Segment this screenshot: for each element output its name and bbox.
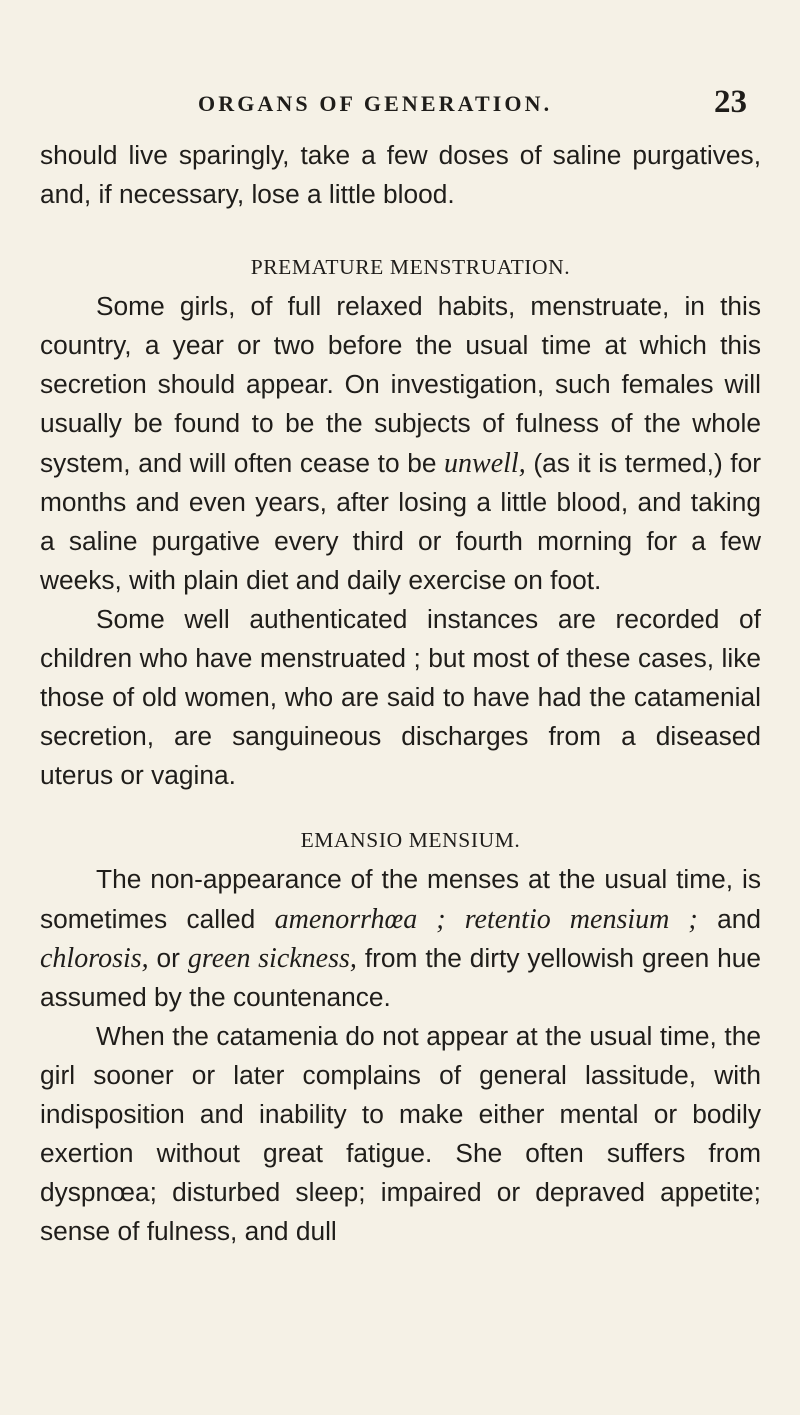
page-number: 23 — [714, 84, 747, 120]
paragraph: Some girls, of full relaxed habits, menstruate, in this country, a year or two before the usual time at which this secretion should appear. On investigation, such females will usually be found to be the subjects of fulness of the whole system, and will often cease to be unwell, (as it is termed,) for months and even years, after losing a little blood, and taking a saline purgative every third or fourth morning for a few weeks, with plain diet and daily exercise on foot. — [40, 291, 761, 595]
italic-term: unwell, — [444, 447, 526, 479]
running-title: ORGANS OF GENERATION. — [198, 91, 553, 116]
paragraph: Some well authenticated instances are recorded of children who have menstruated ; but most of these cases, like those of old women, who are said to have had the catamenial secretion, are sanguineous discharges from a diseased uterus or vagina. — [40, 603, 761, 791]
paragraph: When the catamenia do not appear at the usual time, the girl sooner or later complains of general lassitude, with indisposition and inability to make either mental or bodily exertion without great fatigue. She often suffers from dyspnœa; disturbed sleep; impaired or depraved appetite; sense of fulness, and dull — [40, 1020, 761, 1247]
paragraph: The non-appearance of the menses at the usual time, is sometimes called amenorrhœa ; retentio mensium ; and chlorosis, or green sickness, from the dirty yellowish green hue assumed by the countenance. — [40, 864, 762, 1012]
section-heading-emansio-mensium: EMANSIO MENSIUM. — [300, 828, 521, 853]
page-header — [40, 84, 760, 124]
italic-term: green sickness, — [187, 942, 357, 974]
page-body — [40, 136, 761, 1251]
italic-term: amenorrhœa ; retentio mensium ; — [274, 903, 698, 935]
section-heading-premature-menstruation: PREMATURE MENSTRUATION. — [250, 255, 571, 280]
italic-term: chlorosis, — [40, 942, 149, 974]
paragraph-continuation: should live sparingly, take a few doses of saline purgatives, and, if necessary, lose a little blood. — [40, 140, 761, 210]
